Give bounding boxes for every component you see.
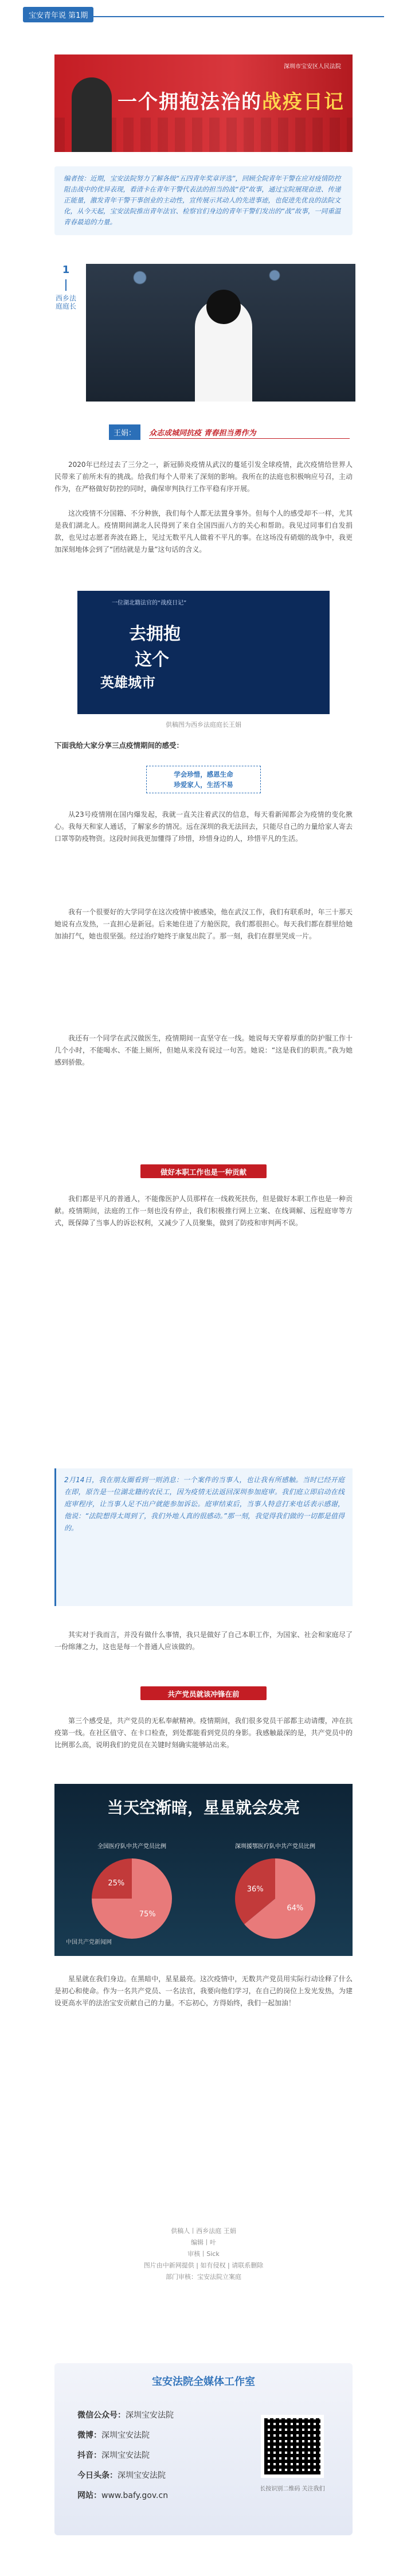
- footer-key: 网站：: [77, 2491, 101, 2500]
- footer-row-weibo: [77, 2429, 150, 2441]
- hero-portrait: [72, 77, 112, 152]
- paragraph-7: 其实对于我而言，并没有做什么事情，我只是做好了自己本职工作，为国家、社会和家庭尽了一份绵薄之力，这也是每一个普通人应该做的。: [54, 1631, 353, 1651]
- footer-row-douyin: [77, 2449, 150, 2461]
- quote-card-line-3: 英雄城市: [100, 675, 155, 691]
- footer-row-website[interactable]: [77, 2489, 168, 2501]
- point-heading-3: 共产党员就该冲锋在前: [140, 1686, 267, 1700]
- paragraph-9: 星星就在我们身边。在黑暗中，星星最亮。这次疫情中，无数共产党员用实际行动诠释了什么是初心和使命。作为一名共产党员、一名法官，我要向他们学习，在自己的岗位上发光发热，为建设更高水平的法治宝安贡献自己的力量。不忘初心，方得始终，我们一起加油！: [54, 1975, 353, 2007]
- hero-banner: [54, 54, 353, 152]
- paragraph-2: 这次疫情不分国籍、不分种族，我们每个人都无法置身事外。但每个人的感受却不一样，尤其是我们湖北人。疫情期间湖北人民得到了来自全国四面八方的关心和帮助。我见过同事们自发捐款，也见过志愿者奔波在路上，见过无数平凡人做着不平凡的事。在这场没有硝烟的战争中，我更加深刻地体会到了“团结就是力量”这句话的含义。: [54, 509, 353, 554]
- paragraph-6: 我们都是平凡的普通人，不能像医护人员那样在一线救死扶伤，但是做好本职工作也是一种贡献。疫情期间，法庭的工作一刻也没有停止，我们积极推行网上立案、在线调解、远程庭审等方式，既保障了当事人的诉讼权利，又减少了人员聚集，做到了防疫和审判两不误。: [54, 1195, 353, 1227]
- pie-label-2: 深圳援鄂医疗队中共产党员比例: [235, 1844, 315, 1850]
- subheading-rule: [149, 438, 350, 439]
- paragraph-4: 我有一个很要好的大学同学在这次疫情中被感染，他在武汉工作，我们有联系时，年三十那天她说有点发热，一直担心是新冠。后来她住进了方舱医院，我们都很担心。每天我们都在群里给她加油打气，她也很坚强。经过治疗她终于康复出院了。那一刻，我们在群里哭成一片。: [54, 908, 353, 940]
- hero-title: [118, 86, 345, 114]
- chart-source-logo: 中国共产党新闻网: [66, 1939, 112, 1946]
- footer-value: 深圳宝安法院: [118, 2471, 166, 2480]
- footer-key: 今日头条：: [77, 2471, 118, 2480]
- court-logo: 深圳市宝安区人民法院: [284, 64, 341, 70]
- speaker-head: [206, 290, 241, 324]
- column-banner: [0, 0, 407, 34]
- pie-2-value-label-2: 36%: [246, 1885, 264, 1894]
- pie-2-value-label-1: 64%: [287, 1904, 304, 1913]
- credit-author: 供稿人丨西乡法庭 王娟: [171, 2227, 236, 2235]
- section-number: 1: [62, 264, 70, 276]
- pie-1-value-label-1: 75%: [139, 1910, 156, 1919]
- paragraph-3: 从23号疫情刚在国内爆发起，我就一直关注着武汉的信息，每天看新闻都会为疫情的变化揪心。我每天和家人通话，了解家乡的情况。远在深圳的我无法回去，只能尽自己的力量给家人寄去口罩等防疫物资。这段时间我更加懂得了珍惜，珍惜身边的人，珍惜平凡的生活。: [54, 810, 353, 843]
- media-footer-card: [54, 2363, 353, 2535]
- media-brand: 宝安法院全媒体工作室: [152, 2376, 255, 2388]
- point-1-title: 学会珍惜，感恩生命: [174, 770, 233, 778]
- question-heading: 下面我给大家分享三点疫情期间的感受：: [54, 741, 184, 750]
- quote-card: [77, 591, 330, 714]
- pie-label-1: 全国医疗队中共产党员比例: [97, 1844, 166, 1850]
- footer-value: 深圳宝安法院: [126, 2411, 174, 2420]
- pie-chart-svg: [54, 1784, 353, 1956]
- point-box-1: [146, 766, 261, 793]
- paragraph-1: 2020年已经过去了三分之一，新冠肺炎疫情从武汉的蔓延引发全球疫情，此次疫情给世界人民带来了前所未有的挑战。给我们每个人带来了深刻的影响。我所在的法庭也积极响应号召，主动作为，在严格做好防控的同时，确保审判执行工作平稳有序开展。: [54, 461, 353, 493]
- subheading-author: [109, 424, 350, 439]
- speaker-photo: [86, 264, 355, 402]
- credit-reviewer: 审核丨Sick: [187, 2250, 220, 2258]
- pie-chart-card: [54, 1784, 353, 1956]
- section-label: 西乡法庭庭长: [55, 294, 76, 310]
- credit-editor: 编辑丨叶: [191, 2239, 216, 2246]
- hero-title-pre: 一个拥抱法治的: [118, 91, 262, 114]
- qr-caption: 长按识别二维码 关注我们: [260, 2486, 325, 2492]
- footer-value: 深圳宝安法院: [101, 2451, 150, 2460]
- pie-1-value-label-2: 25%: [108, 1879, 125, 1888]
- point-1-sub: 珍爱家人，生活不易: [174, 781, 233, 789]
- section-marker: [54, 264, 77, 361]
- quote-card-subtitle: 一位湖北籍法官的“战疫日记”: [112, 600, 187, 606]
- point-heading-2: 做好本职工作也是一种贡献: [140, 1164, 267, 1178]
- photo-caption: 供稿图为西乡法庭庭长王娟: [166, 721, 241, 728]
- credit-image-source: 图片由中新网提供 | 如有侵权 | 请联系删除: [143, 2262, 264, 2269]
- hero-title-em: 战疫日记: [262, 91, 345, 114]
- footer-key: 微博：: [77, 2431, 101, 2440]
- footer-value: 深圳宝安法院: [101, 2431, 150, 2440]
- paragraph-5: 我还有一个同学在武汉做医生，疫情期间一直坚守在一线。她说每天穿着厚重的防护服工作十几个小时，不能喝水、不能上厕所，但她从来没有说过一句苦。她说：“这是我们的职责。”我为她感到骄傲。: [54, 1034, 353, 1066]
- qr-code[interactable]: [261, 2415, 324, 2478]
- editor-intro: 编者按：近期，宝安法院努力了解各级“五四青年奖章评选”，回顾全院青年干警在应对疫情防控阻击战中的优异表现，看清卡在青年干警代表法的担当的战“役”故事，通过宝院展现奋进、传递正能量，激发青年干警干事创业的主动性，宣传展示其动人的先进事迹，也促进先优良的法院文化，从今天起，宝安法院推出青年法官、检察官们身边的青年干警们发出的“战”故事，一同重温青春最追的力量。: [54, 166, 353, 235]
- highlight-quote: 2月14日，我在朋友圈看到一则消息：一个案件的当事人，也让我有所感触。当时已经开庭在即，原告是一位湖北籍的农民工，因为疫情无法返回深圳参加庭审。我们庭立即启动在线庭审程序，让当事人足不出户就能参加诉讼。庭审结束后，当事人特意打来电话表示感谢，他说：“法院想得太周到了，我们外地人真的很感动。”那一刻，我觉得我们做的一切都是值得的。: [54, 1468, 353, 1606]
- footer-row-toutiao: [77, 2469, 166, 2481]
- quote-card-line-1: 去拥抱: [129, 624, 181, 644]
- subheading-text: 众志成城同抗疫 青春担当勇作为: [149, 429, 256, 438]
- footer-key: 抖音：: [77, 2451, 101, 2460]
- quote-card-line-2: 这个: [135, 650, 169, 670]
- credits-block: [0, 2226, 407, 2283]
- footer-key: 微信公众号：: [77, 2411, 126, 2420]
- paragraph-8: 第三个感受是，共产党员的无私奉献精神。疫情期间，我们很多党员干部都主动请缨，冲在抗疫第一线。在社区值守、在卡口检查，到处都能看到党员的身影。我感触最深的是，共产党员中的比例那么高，说明我们的党员在关键时刻确实能够站出来。: [54, 1717, 353, 1749]
- chart-title: 当天空渐暗，星星就会发亮: [107, 1798, 300, 1817]
- author-label: 王娟：: [109, 424, 140, 440]
- website-link[interactable]: www.bafy.gov.cn: [101, 2491, 169, 2500]
- footer-row-wechat: [77, 2409, 174, 2421]
- section-divider: [65, 279, 66, 291]
- credit-dept: 部门审核：宝安法院立案庭: [166, 2273, 241, 2281]
- column-tag: 宝安青年说 第1期: [23, 7, 93, 22]
